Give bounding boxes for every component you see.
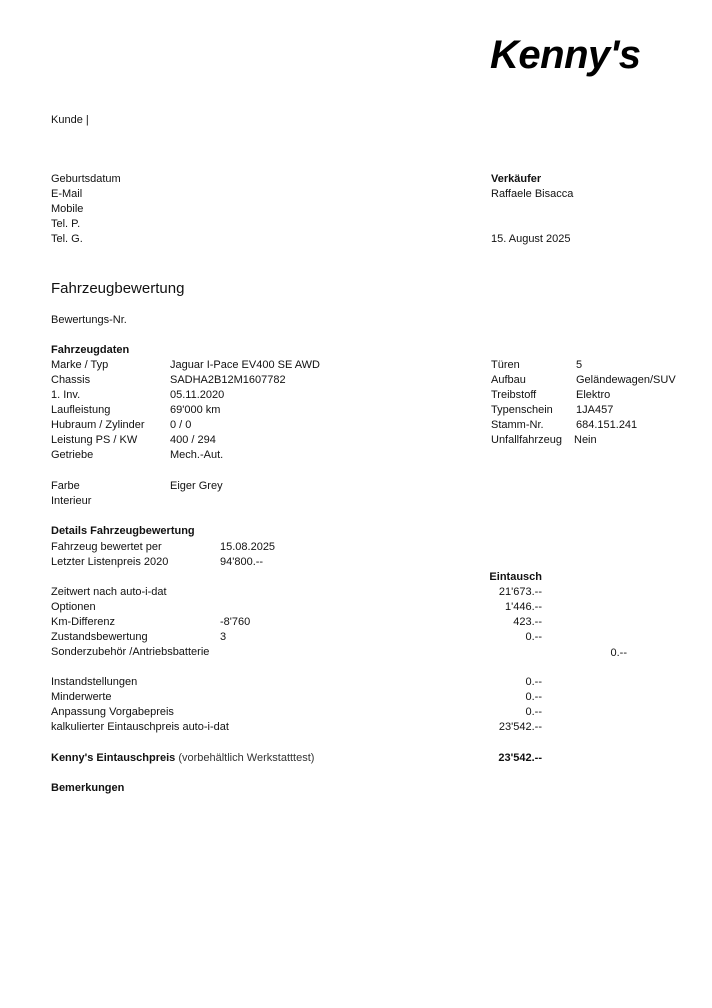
- customer-label: Kunde |: [51, 114, 89, 126]
- vehicle-value-accident: Nein: [574, 434, 597, 446]
- vehicle-value-doors: 5: [576, 359, 583, 371]
- zeitwert-label: Zeitwert nach auto-i-dat: [51, 586, 167, 598]
- minderwerte-amount: 0.--: [525, 691, 542, 703]
- vehicle-label-displacement: Hubraum / Zylinder: [51, 419, 145, 431]
- final-price-amount: 23'542.--: [498, 752, 542, 764]
- vehicle-left-labels: [51, 358, 145, 463]
- anpassung-amount: 0.--: [525, 706, 542, 718]
- details-heading: Details Fahrzeugbewertung: [51, 525, 195, 537]
- vehicle-value-body: Geländewagen/SUV: [576, 374, 676, 386]
- customer-field-birthdate: Geburtsdatum: [51, 173, 121, 185]
- vehicle-color-label: Farbe: [51, 480, 80, 492]
- seller-label: Verkäufer: [491, 173, 542, 185]
- vehicle-interior-label: Interieur: [51, 495, 92, 507]
- vehicle-value-first-reg: 05.11.2020: [170, 389, 225, 401]
- vehicle-color-value: Eiger Grey: [170, 480, 223, 492]
- km-diff-amount: 423.--: [513, 616, 542, 628]
- evaluation-number-label: Bewertungs-Nr.: [51, 314, 127, 326]
- vehicle-heading: Fahrzeugdaten: [51, 344, 130, 356]
- vehicle-label-type-cert: Typenschein: [491, 404, 553, 416]
- vehicle-label-make: Marke / Typ: [51, 359, 109, 371]
- km-diff-value: -8'760: [220, 616, 251, 628]
- vehicle-label-first-reg: 1. Inv.: [51, 389, 81, 401]
- listprice-value: 94'800.--: [220, 556, 264, 568]
- trade-in-header: Eintausch: [489, 571, 542, 583]
- vehicle-label-power: Leistung PS / KW: [51, 434, 138, 446]
- brand-logo: Kenny's: [490, 33, 641, 77]
- vehicle-label-gearbox: Getriebe: [51, 449, 94, 461]
- vehicle-right-values: [576, 358, 676, 448]
- listprice-label: Letzter Listenpreis 2020: [51, 556, 169, 568]
- zustand-amount: 0.--: [525, 631, 542, 643]
- vehicle-label-fuel: Treibstoff: [491, 389, 537, 401]
- page-title: Fahrzeugbewertung: [51, 280, 185, 297]
- vehicle-value-mileage: 69'000 km: [170, 404, 221, 416]
- vehicle-value-power: 400 / 294: [170, 434, 216, 446]
- vehicle-value-make: Jaguar I-Pace EV400 SE AWD: [170, 359, 320, 371]
- vehicle-label-stamm-nr: Stamm-Nr.: [491, 419, 544, 431]
- customer-field-tel-p: Tel. P.: [51, 218, 81, 230]
- vehicle-label-doors: Türen: [491, 359, 520, 371]
- remarks-label: Bemerkungen: [51, 782, 125, 794]
- anpassung-label: Anpassung Vorgabepreis: [51, 706, 174, 718]
- zeitwert-amount: 21'673.--: [498, 586, 542, 598]
- final-price-row: [51, 751, 314, 766]
- customer-fields: [51, 172, 121, 247]
- km-diff-label: Km-Differenz: [51, 616, 115, 628]
- sonderzubehoer-label: Sonderzubehör /Antriebsbatterie: [51, 646, 210, 658]
- rated-label: Fahrzeug bewertet per: [51, 541, 162, 553]
- vehicle-value-displacement: 0 / 0: [170, 419, 192, 431]
- vehicle-label-body: Aufbau: [491, 374, 526, 386]
- vehicle-label-accident: Unfallfahrzeug: [491, 434, 562, 446]
- sonderzubehoer-amount: 0.--: [610, 647, 627, 659]
- vehicle-value-fuel: Elektro: [576, 389, 611, 401]
- optionen-amount: 1'446.--: [505, 601, 542, 613]
- vehicle-label-chassis: Chassis: [51, 374, 91, 386]
- customer-field-email: E-Mail: [51, 188, 83, 200]
- rated-value: 15.08.2025: [220, 541, 276, 553]
- vehicle-label-mileage: Laufleistung: [51, 404, 111, 416]
- kalkuliert-amount: 23'542.--: [498, 721, 542, 733]
- customer-field-tel-g: Tel. G.: [51, 233, 83, 245]
- final-price-note: (vorbehältlich Werkstatttest): [178, 752, 315, 764]
- minderwerte-label: Minderwerte: [51, 691, 112, 703]
- vehicle-value-gearbox: Mech.-Aut.: [170, 449, 224, 461]
- seller-name: Raffaele Bisacca: [491, 188, 574, 200]
- vehicle-value-stamm-nr: 684.151.241: [576, 419, 638, 431]
- instandstellungen-amount: 0.--: [525, 676, 542, 688]
- vehicle-right-labels: [491, 358, 562, 448]
- final-price-label: Kenny's Eintauschpreis: [51, 752, 176, 764]
- vehicle-value-chassis: SADHA2B12M1607782: [170, 374, 286, 386]
- instandstellungen-label: Instandstellungen: [51, 676, 138, 688]
- vehicle-left-values: [170, 358, 320, 463]
- zustand-label: Zustandsbewertung: [51, 631, 148, 643]
- zustand-value: 3: [220, 631, 227, 643]
- kalkuliert-label: kalkulierter Eintauschpreis auto-i-dat: [51, 721, 229, 733]
- customer-field-mobile: Mobile: [51, 203, 84, 215]
- vehicle-value-type-cert: 1JA457: [576, 404, 614, 416]
- optionen-label: Optionen: [51, 601, 96, 613]
- document-date: 15. August 2025: [491, 233, 571, 245]
